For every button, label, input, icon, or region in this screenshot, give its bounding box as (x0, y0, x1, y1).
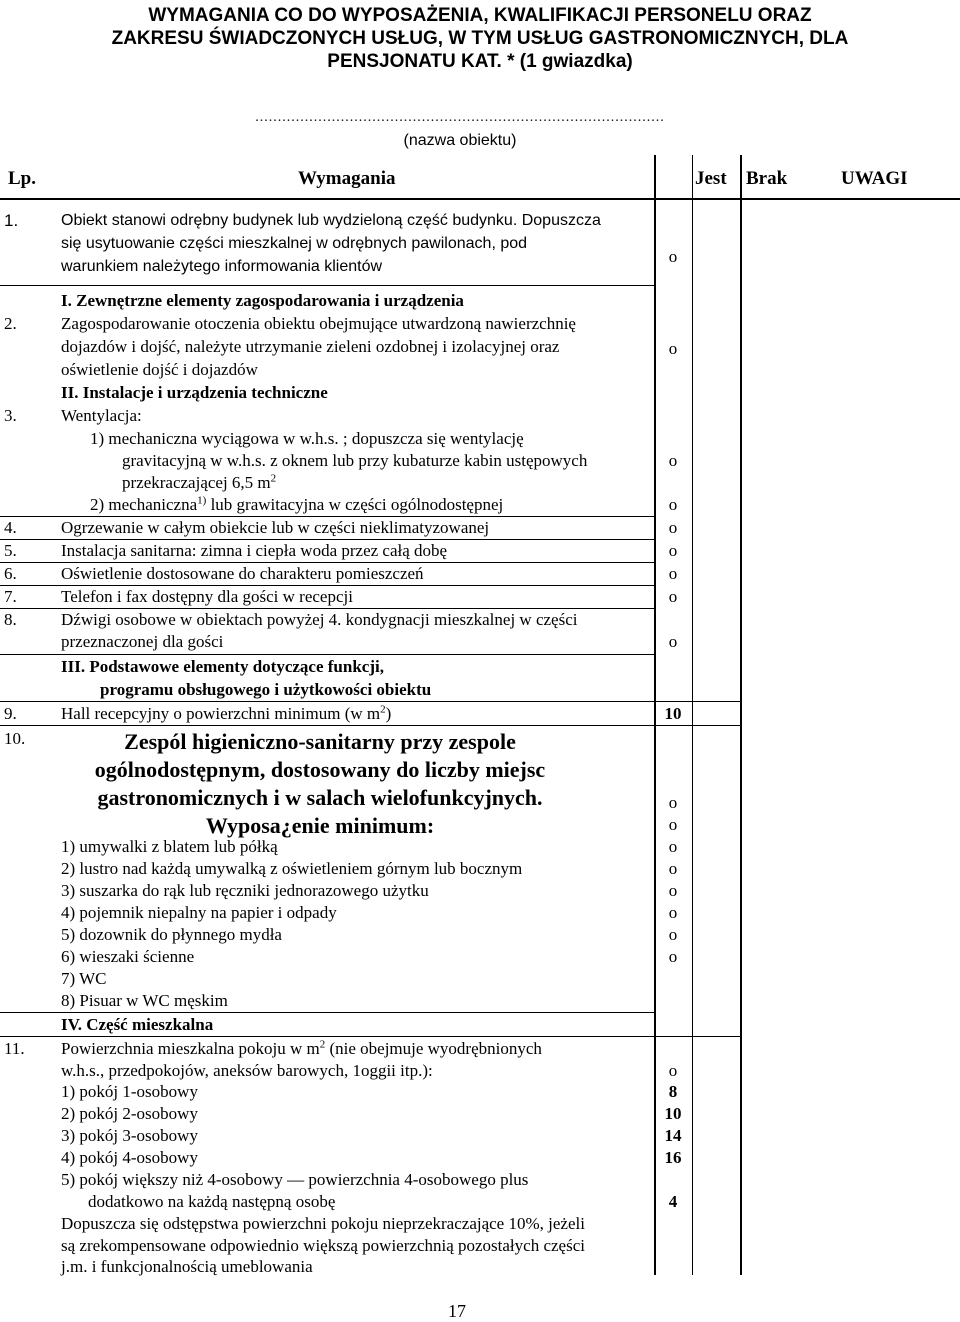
row-1-mark: o (668, 247, 678, 266)
row-10-number: 10. (4, 729, 26, 748)
row-11-item-5-line-2: dodatkowo na każdą następną osobę (88, 1192, 336, 1211)
row-2-text-line-2: dojazdów i dojść, należyte utrzymanie zieleni ozdobnej i izolacyjnej oraz (61, 337, 560, 356)
row-10-mark-heading-3: o (668, 793, 678, 812)
column-header-lp: Lp. (8, 168, 36, 189)
row-10-item-7: 7) WC (61, 969, 107, 988)
row-4-number: 4. (4, 518, 17, 537)
row-1-text-line-1: Obiekt stanowi odrębny budynek lub wydzieloną część budynku. Dopuszcza (61, 212, 601, 229)
row-11-item-5-line-1: 5) pokój większy niż 4-osobowy — powierzchnia 4-osobowego plus (61, 1170, 529, 1189)
row-10-item-1-mark: o (668, 837, 678, 856)
object-name-label: (nazwa obiektu) (403, 132, 517, 149)
column-header-brak: Brak (746, 168, 788, 189)
title-line-3: PENSJONATU KAT. * (1 gwiazdka) (327, 51, 633, 72)
row-10-item-6: 6) wieszaki ścienne (61, 947, 195, 966)
row-10-item-3: 3) suszarka do rąk lub ręczniki jednorazowego użytku (61, 881, 429, 900)
section-3-title-line-2: programu obsługowego i użytkowości obiektu (100, 680, 432, 699)
row-2-text-line-3: oświetlenie dojść i dojazdów (61, 360, 258, 379)
row-3-mark-2: o (668, 495, 678, 514)
row-11-item-3-value: 14 (664, 1126, 682, 1145)
row-11-note-line-2: są zrekompensowane odpowiednio większą powierzchnią pozostałych części (61, 1236, 585, 1255)
row-11-item-3: 3) pokój 3-osobowy (61, 1126, 198, 1145)
row-3-text-line-2: 1) mechaniczna wyciągowa w w.h.s. ; dopuszcza się wentylację (90, 429, 524, 448)
row-6-mark: o (668, 564, 678, 583)
section-3-bottom-rule (0, 701, 740, 702)
row-3-text-line-1: Wentylacja: (61, 406, 142, 425)
row-10-item-1: 1) umywalki z blatem lub półką (61, 837, 278, 856)
row-7-text: Telefon i fax dostępny dla gości w recepcji (61, 587, 353, 606)
row-10-heading-line-1: Zespól higieniczno-sanitarny przy zespole (124, 729, 516, 754)
section-3-title-line-1: III. Podstawowe elementy dotyczące funkcji, (61, 657, 384, 676)
row-10-item-4-mark: o (668, 903, 678, 922)
row-1-bottom-rule (0, 285, 655, 286)
row-7-mark: o (668, 587, 678, 606)
row-10-heading-line-3: gastronomicznych i w salach wielofunkcyjnych. (97, 785, 543, 810)
row-11-item-2: 2) pokój 2-osobowy (61, 1104, 198, 1123)
row-1-text-line-2: się usytuowanie części mieszkalnej w odrębnych pawilonach, pod (61, 235, 528, 252)
row-11-item-4: 4) pokój 4-osobowy (61, 1148, 198, 1167)
section-4-title: IV. Część mieszkalna (61, 1015, 214, 1034)
row-10-item-3-mark: o (668, 881, 678, 900)
column-header-requirements: Wymagania (298, 168, 396, 189)
row-5-mark: o (668, 541, 678, 560)
row-8-text-line-1: Dźwigi osobowe w obiektach powyżej 4. kondygnacji mieszkalnej w części (61, 610, 578, 629)
row-1-number: 1. (4, 211, 19, 230)
row-10-bottom-rule (0, 1012, 655, 1013)
column-header-jest: Jest (695, 168, 727, 189)
row-10-heading-line-4: Wyposa¿enie minimum: (205, 813, 435, 838)
row-8-mark: o (668, 632, 678, 651)
row-3-number: 3. (4, 406, 17, 425)
row-10-item-5-mark: o (668, 925, 678, 944)
object-name-dotted-line: ........................................................................................... (255, 110, 665, 125)
title-line-1: WYMAGANIA CO DO WYPOSAŻENIA, KWALIFIKACJI PERSONELU ORAZ (148, 5, 812, 26)
row-5-text: Instalacja sanitarna: zimna i ciepła woda przez całą dobę (61, 541, 448, 560)
row-7-number: 7. (4, 587, 17, 606)
row-10-item-5: 5) dozownik do płynnego mydła (61, 925, 282, 944)
row-11-mark: o (668, 1061, 678, 1080)
column-divider-brak (692, 155, 693, 1275)
row-11-item-4-value: 16 (664, 1148, 682, 1167)
row-8-text-line-2: przeznaczonej dla gości (61, 632, 224, 651)
row-11-text-line-1: Powierzchnia mieszkalna pokoju w $m^2$ (nie obejmuje wyodrębnionych (61, 1038, 542, 1058)
row-2-text-line-1: Zagospodarowanie otoczenia obiektu obejmujące utwardzoną nawierzchnię (61, 314, 576, 333)
column-divider-uwagi (740, 155, 742, 1275)
row-6-number: 6. (4, 564, 17, 583)
row-4-text: Ogrzewanie w całym obiekcie lub w części nieklimatyzowanej (61, 518, 490, 537)
row-10-mark-heading-4: o (668, 815, 678, 834)
row-4-mark: o (668, 518, 678, 537)
row-9-number: 9. (4, 704, 17, 723)
row-8-bottom-rule (0, 654, 655, 655)
section-1-title: I. Zewnętrzne elementy zagospodarowania i urządzenia (61, 291, 464, 310)
row-11-item-1: 1) pokój 1-osobowy (61, 1082, 198, 1101)
row-9-text: Hall recepcyjny o powierzchni minimum (w $m^2$) (61, 703, 392, 723)
row-3-mark-1: o (668, 451, 678, 470)
row-6-text: Oświetlenie dostosowane do charakteru pomieszczeń (61, 564, 424, 583)
title-line-2: ZAKRESU ŚWIADCZONYCH USŁUG, W TYM USŁUG GASTRONOMICZNYCH, DLA (111, 28, 849, 49)
section-2-title: II. Instalacje i urządzenia techniczne (61, 383, 328, 402)
row-2-mark: o (668, 339, 678, 358)
page-number: 17 (448, 1301, 466, 1321)
row-10-item-2-mark: o (668, 859, 678, 878)
row-10-item-4: 4) pojemnik niepalny na papier i odpady (61, 903, 337, 922)
row-2-number: 2. (4, 314, 17, 333)
row-9-bottom-rule (0, 725, 740, 726)
row-11-number: 11. (4, 1039, 25, 1058)
row-11-note-line-1: Dopuszcza się odstępstwa powierzchni pokoju nieprzekraczające 10%, jeżeli (61, 1214, 585, 1233)
header-bottom-rule (0, 198, 960, 200)
row-3-text-line-5: 2) mechaniczna$^{1)}$ lub grawitacyjna w części ogólnodostępnej (90, 494, 504, 514)
row-8-number: 8. (4, 610, 17, 629)
row-3-text-line-3: gravitacyjną w w.h.s. z oknem lub przy kubaturze kabin ustępowych (122, 451, 588, 470)
row-10-heading-line-2: ogólnodostępnym, dostosowany do liczby miejsc (94, 757, 546, 782)
row-11-note-line-3: j.m. i funkcjonalnością umeblowania (61, 1257, 313, 1276)
row-9-value: 10 (664, 704, 682, 723)
row-11-item-5-value: 4 (668, 1192, 678, 1211)
row-10-item-8: 8) Pisuar w WC męskim (61, 991, 228, 1010)
row-11-text-line-2: w.h.s., przedpokojów, aneksów barowych, 1oggii itp.): (61, 1061, 433, 1080)
row-10-item-2: 2) lustro nad każdą umywalką z oświetleniem górnym lub bocznym (61, 859, 523, 878)
section-4-bottom-rule (0, 1036, 740, 1037)
column-header-uwagi: UWAGI (841, 168, 908, 189)
row-10-item-6-mark: o (668, 947, 678, 966)
row-11-item-2-value: 10 (664, 1104, 682, 1123)
row-1-text-line-3: warunkiem należytego informowania klientów (61, 258, 383, 275)
row-5-number: 5. (4, 541, 17, 560)
row-11-item-1-value: 8 (668, 1082, 678, 1101)
row-3-text-line-4: przekraczającej 6,5 $m^2$ (122, 472, 277, 492)
